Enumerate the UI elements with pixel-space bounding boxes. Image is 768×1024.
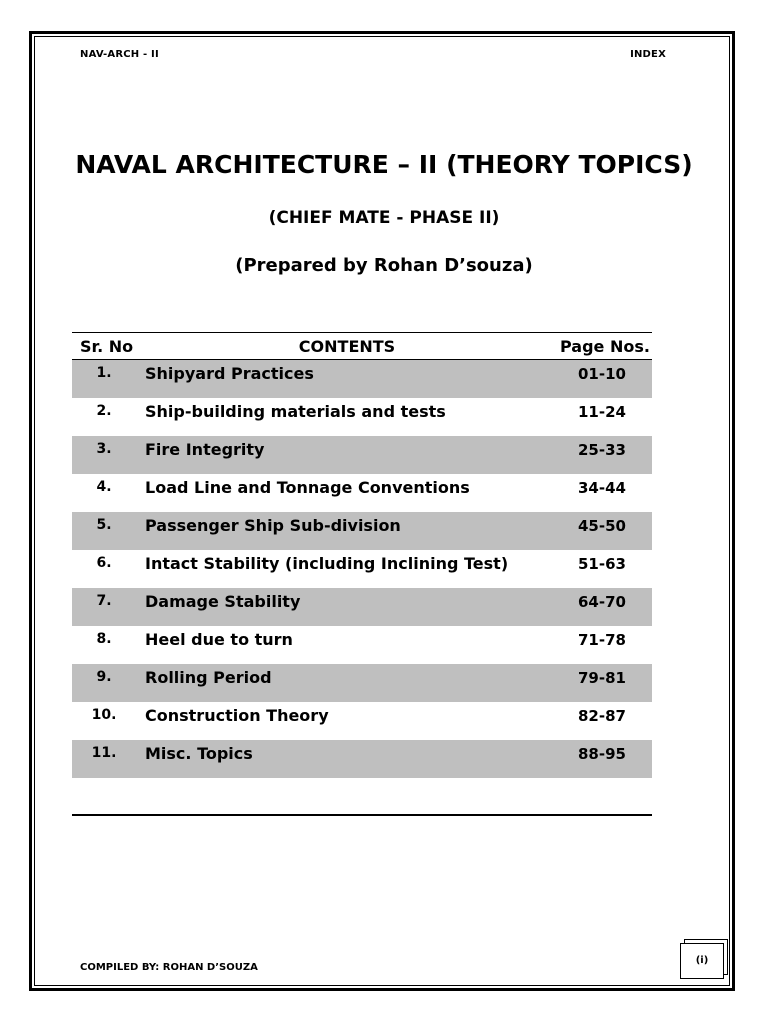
row-pages: 82-87 xyxy=(578,707,626,725)
row-topic: Intact Stability (including Inclining Test) xyxy=(145,554,509,573)
prepared-by: (Prepared by Rohan D’souza) xyxy=(235,255,533,276)
table-row xyxy=(72,512,652,550)
row-pages: 71-78 xyxy=(578,631,626,649)
row-pages: 25-33 xyxy=(578,441,626,459)
row-pages: 45-50 xyxy=(578,517,626,535)
table-bottom-rule xyxy=(72,814,652,816)
row-sr-no: 3. xyxy=(96,441,112,457)
table-row xyxy=(72,664,652,702)
table-row xyxy=(72,436,652,474)
table-row xyxy=(72,740,652,778)
row-sr-no: 11. xyxy=(91,745,117,761)
row-pages: 64-70 xyxy=(578,593,626,611)
row-pages: 51-63 xyxy=(578,555,626,573)
table-row xyxy=(72,360,652,398)
row-sr-no: 2. xyxy=(96,403,112,419)
row-topic: Fire Integrity xyxy=(145,440,265,459)
contents-table xyxy=(72,332,652,778)
row-pages: 88-95 xyxy=(578,745,626,763)
row-pages: 79-81 xyxy=(578,669,626,687)
row-sr-no: 4. xyxy=(96,479,112,495)
header-contents: CONTENTS xyxy=(298,337,396,356)
row-topic: Construction Theory xyxy=(145,706,329,725)
row-topic: Damage Stability xyxy=(145,592,301,611)
table-header xyxy=(72,333,652,360)
row-sr-no: 9. xyxy=(96,669,112,685)
row-pages: 34-44 xyxy=(578,479,626,497)
table-row xyxy=(72,626,652,664)
table-row xyxy=(72,474,652,512)
row-sr-no: 7. xyxy=(96,593,112,609)
compiled-by: COMPILED BY: ROHAN D’SOUZA xyxy=(80,962,258,973)
page-number-box xyxy=(680,943,724,979)
header-left: NAV-ARCH - II xyxy=(80,49,159,60)
header-right: INDEX xyxy=(630,49,666,60)
row-sr-no: 8. xyxy=(96,631,112,647)
header-sr-no: Sr. No xyxy=(80,337,134,356)
header-page-nos: Page Nos. xyxy=(560,337,650,356)
row-topic: Passenger Ship Sub-division xyxy=(145,516,401,535)
row-pages: 01-10 xyxy=(578,365,626,383)
row-pages: 11-24 xyxy=(578,403,626,421)
row-sr-no: 5. xyxy=(96,517,112,533)
row-topic: Misc. Topics xyxy=(145,744,253,763)
row-sr-no: 1. xyxy=(96,365,112,381)
table-row xyxy=(72,588,652,626)
table-row xyxy=(72,702,652,740)
row-topic: Ship-building materials and tests xyxy=(145,402,446,421)
row-topic: Heel due to turn xyxy=(145,630,293,649)
page-number: (i) xyxy=(695,955,709,966)
document-subtitle: (CHIEF MATE - PHASE II) xyxy=(268,208,500,228)
row-sr-no: 10. xyxy=(91,707,117,723)
row-topic: Shipyard Practices xyxy=(145,364,314,383)
table-row xyxy=(72,398,652,436)
row-topic: Load Line and Tonnage Conventions xyxy=(145,478,470,497)
table-row xyxy=(72,550,652,588)
row-sr-no: 6. xyxy=(96,555,112,571)
row-topic: Rolling Period xyxy=(145,668,272,687)
document-title: NAVAL ARCHITECTURE – II (THEORY TOPICS) xyxy=(75,150,693,179)
